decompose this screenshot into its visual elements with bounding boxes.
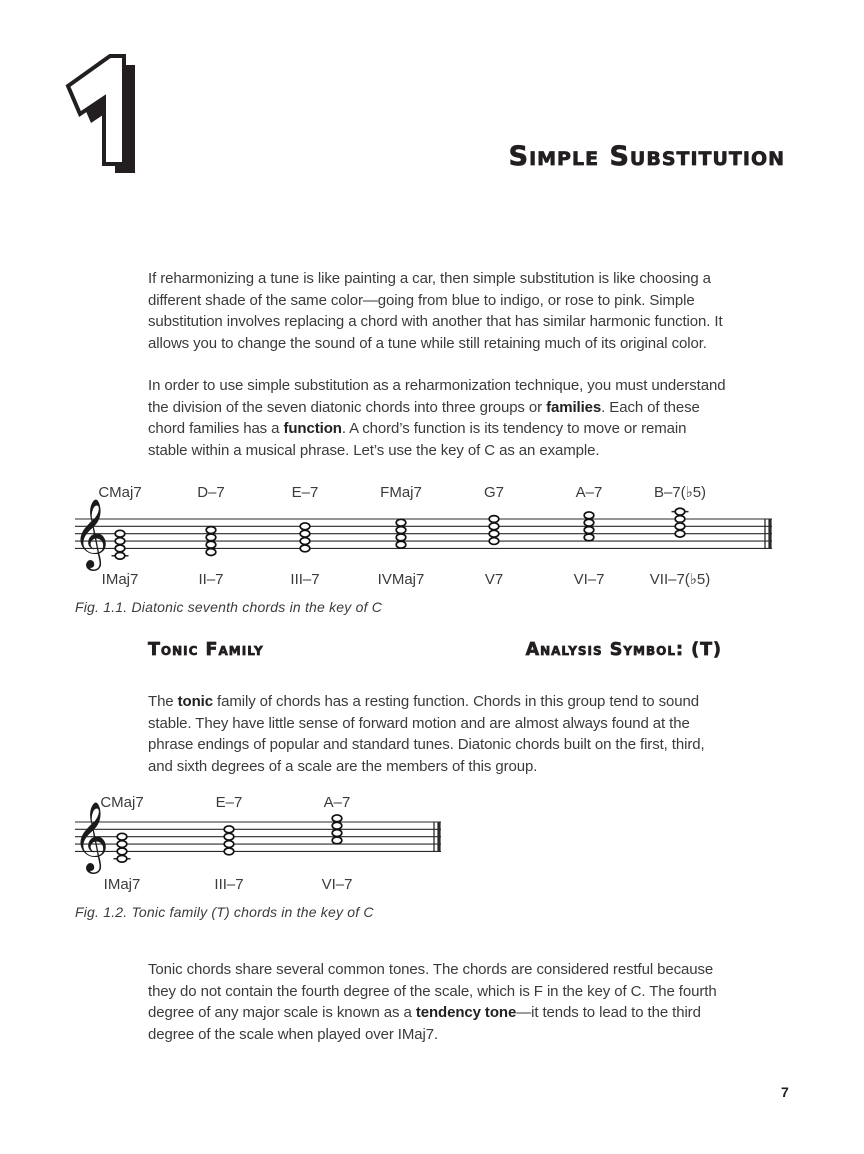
- roman-numeral-label: VII–7(♭5): [649, 571, 711, 588]
- whole-note-notehead: [489, 530, 499, 537]
- whole-note-notehead: [675, 508, 685, 515]
- chord-label: CMaj7: [98, 484, 142, 501]
- whole-note-notehead: [584, 527, 594, 534]
- chord-label: E–7: [215, 794, 243, 811]
- treble-clef-icon: 𝄞: [73, 498, 109, 569]
- whole-note-notehead: [224, 826, 234, 833]
- whole-note-notehead: [489, 538, 499, 545]
- roman-numeral-label: VI–7: [573, 571, 605, 588]
- whole-note-notehead: [332, 815, 342, 822]
- text-line: and sixth degrees of a scale are the members of this group.: [148, 758, 538, 776]
- whole-note-notehead: [675, 523, 685, 530]
- text-line: If reharmonizing a tune is like painting a car, then simple substitution is like choosing a: [148, 270, 711, 287]
- whole-note-notehead: [489, 516, 499, 523]
- staff-svg: [75, 480, 775, 595]
- whole-note-notehead: [332, 822, 342, 829]
- whole-note-notehead: [300, 523, 310, 530]
- whole-note-notehead: [224, 833, 234, 840]
- text-line: degree of any major scale is known as a tendency tone—it tends to lead to the third: [148, 1004, 701, 1022]
- body-paragraph: [148, 375, 725, 462]
- text-line: stable within a musical phrase. Let’s use the key of C as an example.: [148, 442, 600, 460]
- whole-note-notehead: [115, 538, 125, 545]
- body-paragraph: [148, 959, 717, 1046]
- roman-numeral-label: III–7: [290, 571, 320, 588]
- whole-note-notehead: [206, 527, 216, 534]
- roman-numeral-label: V7: [484, 571, 504, 588]
- whole-note-notehead: [675, 530, 685, 537]
- figure-caption: Fig. 1.2. Tonic family (T) chords in the key of C: [75, 904, 374, 920]
- whole-note-notehead: [117, 833, 127, 840]
- whole-note-notehead: [206, 534, 216, 541]
- page-number: 7: [781, 1084, 789, 1100]
- whole-note-notehead: [115, 552, 125, 559]
- whole-note-notehead: [332, 830, 342, 837]
- whole-note-notehead: [300, 538, 310, 545]
- whole-note-notehead: [300, 545, 310, 552]
- whole-note-notehead: [117, 855, 127, 862]
- text-line: substitution involves replacing a chord with another that has similar harmonic function. It: [148, 313, 723, 331]
- text-line: In order to use simple substitution as a reharmonization technique, you must understand: [148, 377, 726, 394]
- text-line: chord families has a function. A chord’s function is its tendency to move or remain: [148, 420, 687, 438]
- text-line: allows you to change the sound of a tune while still retaining much of its original color.: [148, 335, 707, 353]
- whole-note-notehead: [206, 549, 216, 556]
- text-line: The tonic family of chords has a resting function. Chords in this group tend to sound: [148, 693, 699, 710]
- whole-note-notehead: [584, 512, 594, 519]
- whole-note-notehead: [489, 523, 499, 530]
- music-staff-figure: [75, 790, 447, 902]
- text-line: degree of the scale when played over IMaj7.: [148, 1026, 439, 1044]
- section-heading-row: [0, 640, 864, 666]
- roman-numeral-label: III–7: [214, 876, 244, 893]
- whole-note-notehead: [117, 848, 127, 855]
- whole-note-notehead: [115, 530, 125, 537]
- whole-note-notehead: [224, 848, 234, 855]
- text-line: stable. They have little sense of forward motion and are almost always found at the: [148, 714, 690, 732]
- section-heading: Tonic Family: [148, 640, 264, 660]
- chord-label: D–7: [197, 484, 225, 501]
- whole-note-notehead: [224, 841, 234, 848]
- whole-note-notehead: [584, 519, 594, 526]
- whole-note-notehead: [396, 534, 406, 541]
- page-title: Simple Substitution: [508, 141, 785, 172]
- text-line: Tonic chords share several common tones. The chords are considered restful because: [148, 961, 714, 978]
- whole-note-notehead: [332, 837, 342, 844]
- chord-label: G7: [483, 484, 505, 501]
- chord-label: A–7: [575, 484, 603, 501]
- whole-note-notehead: [396, 519, 406, 526]
- roman-numeral-label: IMaj7: [103, 876, 141, 893]
- whole-note-notehead: [115, 545, 125, 552]
- whole-note-notehead: [117, 841, 127, 848]
- music-staff-figure: [75, 480, 775, 595]
- chord-label: A–7: [323, 794, 351, 811]
- roman-numeral-label: II–7: [198, 571, 224, 588]
- chord-label: B–7(♭5): [653, 484, 707, 501]
- roman-numeral-label: IVMaj7: [377, 571, 425, 588]
- chord-label: E–7: [291, 484, 319, 501]
- body-paragraph: [148, 691, 705, 778]
- roman-numeral-label: VI–7: [321, 876, 353, 893]
- chord-label: CMaj7: [100, 794, 144, 811]
- whole-note-notehead: [396, 527, 406, 534]
- figure-caption: Fig. 1.1. Diatonic seventh chords in the key of C: [75, 599, 383, 615]
- staff-svg: [75, 790, 447, 902]
- analysis-symbol-label: Analysis Symbol: (T): [525, 640, 722, 660]
- body-paragraph: [148, 268, 723, 355]
- chord-label: FMaj7: [380, 484, 422, 501]
- treble-clef-icon: 𝄞: [73, 801, 109, 872]
- whole-note-notehead: [675, 516, 685, 523]
- whole-note-notehead: [300, 530, 310, 537]
- chapter-number-graphic: [64, 54, 146, 174]
- whole-note-notehead: [584, 534, 594, 541]
- roman-numeral-label: IMaj7: [101, 571, 139, 588]
- text-line: the division of the seven diatonic chords into three groups or families. Each of these: [148, 398, 700, 416]
- text-line: different shade of the same color—going from blue to indigo, or rose to pink. Simple: [148, 291, 695, 309]
- text-line: they do not contain the fourth degree of the scale, which is F in the key of C. The fourth: [148, 982, 717, 1000]
- text-line: phrase endings of popular and standard tunes. Diatonic chords built on the first, third,: [148, 736, 705, 754]
- whole-note-notehead: [206, 541, 216, 548]
- whole-note-notehead: [396, 541, 406, 548]
